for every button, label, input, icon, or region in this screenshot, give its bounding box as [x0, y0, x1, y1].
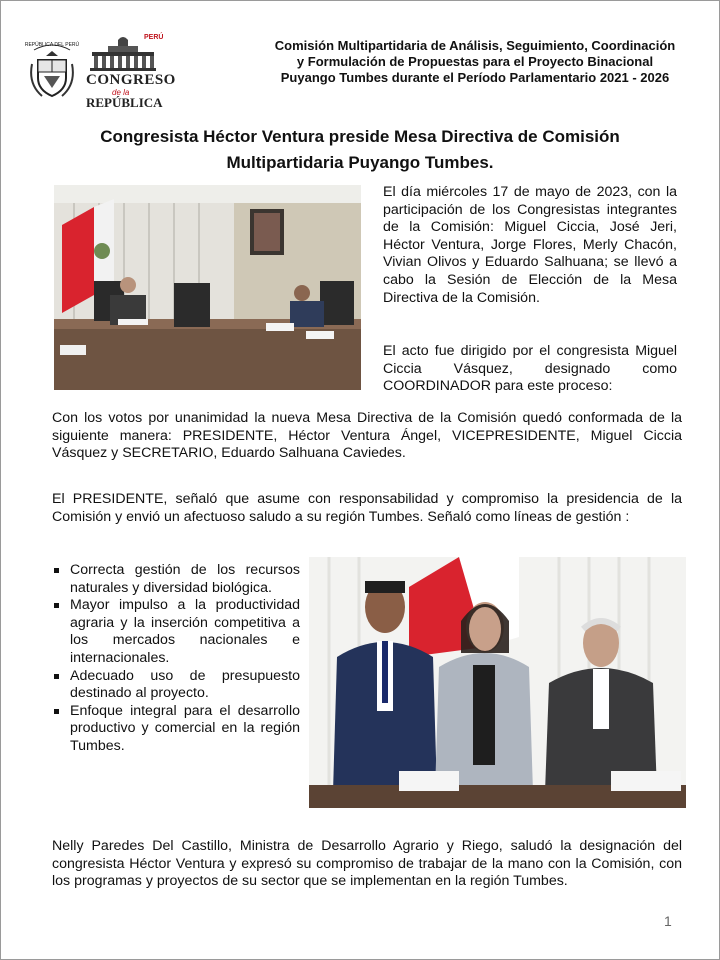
list-item: Adecuado uso de presupuesto destinado al proyecto.	[52, 668, 300, 703]
bullet-icon	[54, 674, 59, 679]
congress-building-icon	[88, 36, 158, 72]
coat-of-arms-icon	[24, 34, 80, 104]
paragraph-president: El PRESIDENTE, señaló que asume con responsabilidad y compromiso la presidencia de la Comisión y envió un afectuoso saludo a su región Tumbes. Señaló como líneas de gestión :	[52, 491, 682, 525]
management-lines-list	[52, 562, 300, 756]
header-logos	[24, 34, 176, 116]
page-number: 1	[664, 913, 672, 929]
shield-caption: REPÚBLICA DEL PERÚ	[24, 42, 80, 48]
group-photo	[309, 557, 686, 808]
paragraph-session: El día miércoles 17 de mayo de 2023, con la participación de los Congresistas integrantes de la Comisión: Miguel Ciccia, José Jeri, Héctor Ventura, Jorge Flores, Merly Chacón, Vivian Olivos y Eduardo Salhuana; se llevó a cabo la Sesión de Elección de la Mesa Directiva de la Comisión.	[383, 184, 677, 306]
paragraph-board: Con los votos por unanimidad la nueva Mesa Directiva de la Comisión quedó conformada de la siguiente manera: PRESIDENTE, Héctor Ventura Ángel, VICEPRESIDENTE, Miguel Ciccia Vásquez y SECRETARIO, Eduardo Salhuana Caviedes.	[52, 410, 682, 462]
meeting-photo	[54, 185, 361, 390]
paragraph-coordinator: El acto fue dirigido por el congresista Miguel Ciccia Vásquez, designado como COORDINADOR para este proceso:	[383, 343, 677, 395]
logo-word-republica: REPÚBLICA	[86, 95, 163, 110]
bullet-icon	[54, 568, 59, 573]
logo-word-de-la: de la	[112, 88, 130, 97]
paragraph-minister: Nelly Paredes Del Castillo, Ministra de Desarrollo Agrario y Riego, saludó la designación del congresista Héctor Ventura y expresó su compromiso de trabajar de la mano con la Comisión, con los programas y proyectos de su sector que se implementan en la región Tumbes.	[52, 838, 682, 890]
commission-title: Comisión Multipartidaria de Análisis, Seguimiento, Coordinación y Formulación de Propuestas para el Proyecto Binacional Puyango Tumbes durante el Período Parlamentario 2021 - 2026	[274, 38, 676, 85]
bullet-icon	[54, 709, 59, 714]
congreso-logo	[84, 34, 176, 114]
article-title: Congresista Héctor Ventura preside Mesa Directiva de Comisión Multipartidaria Puyango Tumbes.	[100, 127, 620, 172]
logo-peru: PERÚ	[144, 34, 164, 41]
logo-word-congreso: CONGRESO	[86, 72, 176, 88]
list-item: Mayor impulso a la productividad agraria y la inserción competitiva a los mercados nacionales e internacionales.	[52, 597, 300, 667]
bullet-icon	[54, 603, 59, 608]
list-item: Enfoque integral para el desarrollo productivo y comercial en la región Tumbes.	[52, 703, 300, 756]
list-item: Correcta gestión de los recursos naturales y diversidad biológica.	[52, 562, 300, 597]
